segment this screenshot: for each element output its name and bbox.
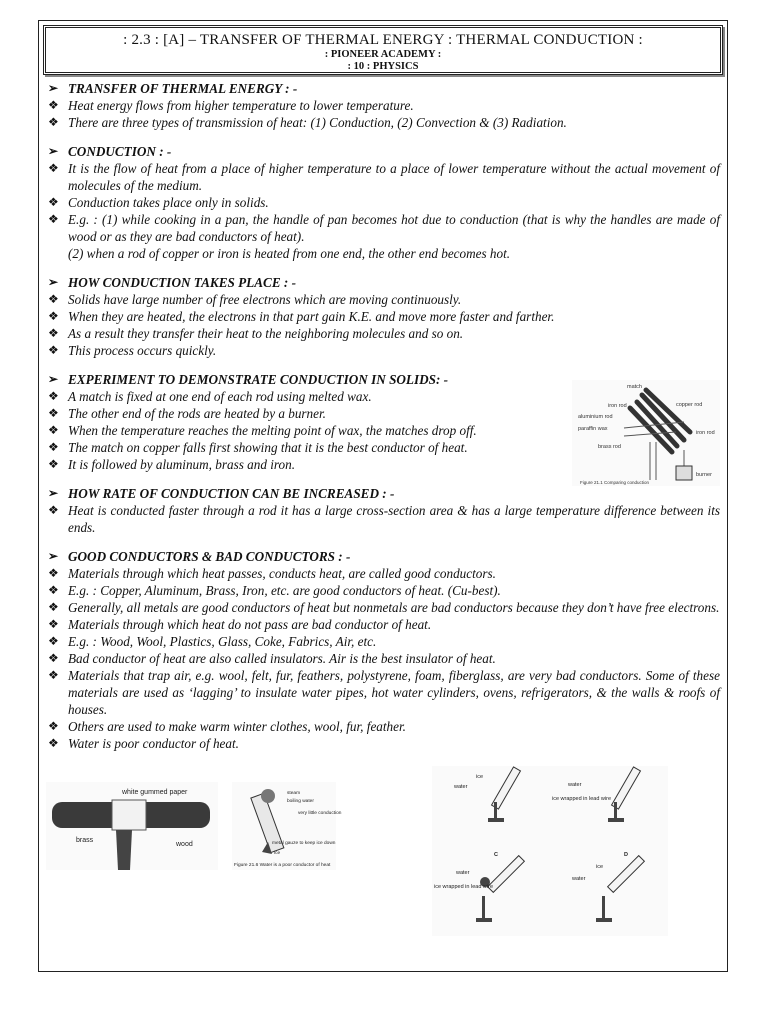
diamond-bullet-icon: ❖ — [48, 457, 59, 471]
list-item: ❖ Materials that trap air, e.g. wool, felt, fur, feathers, polystyrene, foam, fiberglass, are very bad conductors. Some of these materials are used as ‘lagging’ to insulate water pipes, hot water cylinders, ovens, refrigerators, & the walls & roofs of houses. — [48, 668, 720, 717]
list-item: ❖ Heat energy flows from higher temperature to lower temperature. — [48, 98, 414, 113]
label-c: C — [494, 852, 498, 858]
arrow-icon: ➢ — [48, 486, 59, 500]
label-b-ice: ice wrapped in lead wire — [552, 796, 612, 802]
diamond-bullet-icon: ❖ — [48, 292, 59, 306]
list-item: ❖ As a result they transfer their heat to the neighboring molecules and so on. — [48, 326, 464, 341]
gummed-paper-figure — [46, 782, 218, 870]
list-item: ❖ It is followed by aluminum, brass and iron. — [48, 457, 296, 472]
diamond-bullet-icon: ❖ — [48, 406, 59, 420]
list-item: ❖ When the temperature reaches the melting point of wax, the matches drop off. — [48, 423, 477, 438]
list-item: ❖ The match on copper falls first showing that it is the best conductor of heat. — [48, 440, 468, 455]
arrow-icon: ➢ — [48, 549, 59, 563]
diamond-bullet-icon: ❖ — [48, 343, 59, 357]
list-item: ❖ Water is poor conductor of heat. — [48, 736, 239, 751]
label-d-water: water — [572, 876, 586, 882]
list-item: ❖ When they are heated, the electrons in that part gain K.E. and move more faster and farther. — [48, 309, 555, 324]
list-item: ❖ Materials through which heat passes, conducts heat, are called good conductors. — [48, 566, 496, 581]
section-heading: ➢ CONDUCTION : - — [48, 144, 172, 159]
figure-caption: Figure 21.6 Water is a poor conductor of heat — [234, 863, 331, 868]
label-ice: ice — [274, 851, 281, 856]
rods-experiment-figure — [572, 380, 720, 486]
diamond-bullet-icon: ❖ — [48, 440, 59, 454]
diamond-bullet-icon: ❖ — [48, 668, 59, 682]
section-heading: ➢ EXPERIMENT TO DEMONSTRATE CONDUCTION IN SOLIDS: - — [48, 372, 449, 387]
diamond-bullet-icon: ❖ — [48, 719, 59, 733]
diamond-bullet-icon: ❖ — [48, 161, 59, 175]
label-steam: steam — [287, 791, 301, 796]
diamond-bullet-icon: ❖ — [48, 389, 59, 403]
label-brass-rod: brass rod — [598, 444, 621, 450]
list-item: ❖ There are three types of transmission of heat: (1) Conduction, (2) Convection & (3) Radiation. — [48, 115, 567, 130]
diamond-bullet-icon: ❖ — [48, 98, 59, 112]
test-tubes-figure — [432, 766, 668, 936]
list-item: ❖ Others are used to make warm winter clothes, wool, fur, feather. — [48, 719, 406, 734]
list-item: ❖ This process occurs quickly. — [48, 343, 217, 358]
list-item: ❖ E.g. : Copper, Aluminum, Brass, Iron, etc. are good conductors of heat. (Cu-best). — [48, 583, 501, 598]
list-item-continuation: (2) when a rod of copper or iron is heated from one end, the other end becomes hot. — [68, 246, 511, 261]
label-paraffin-wax: paraffin wax — [578, 426, 608, 432]
diamond-bullet-icon: ❖ — [48, 736, 59, 750]
diamond-bullet-icon: ❖ — [48, 503, 59, 517]
label-metal-gauze: metal gauze to keep ice down — [272, 841, 336, 846]
label-c-ice: ice wrapped in lead wire — [434, 884, 494, 890]
diamond-bullet-icon: ❖ — [48, 651, 59, 665]
diamond-bullet-icon: ❖ — [48, 600, 59, 614]
arrow-icon: ➢ — [48, 144, 59, 158]
section-heading: ➢ HOW CONDUCTION TAKES PLACE : - — [48, 275, 297, 290]
label-iron-rod-right: iron rod — [696, 430, 715, 436]
label-wood: wood — [176, 841, 193, 848]
label-aluminium-rod: aluminium rod — [578, 414, 613, 420]
diamond-bullet-icon: ❖ — [48, 195, 59, 209]
label-c-water: water — [456, 870, 470, 876]
arrow-icon: ➢ — [48, 275, 59, 289]
section-heading: ➢ GOOD CONDUCTORS & BAD CONDUCTORS : - — [48, 549, 351, 564]
diamond-bullet-icon: ❖ — [48, 212, 59, 226]
section-heading: ➢ HOW RATE OF CONDUCTION CAN BE INCREASED : - — [48, 486, 395, 501]
page-title: : 2.3 : [A] – TRANSFER OF THERMAL ENERGY : THERMAL CONDUCTION : — [123, 32, 643, 48]
list-item: ❖ Materials through which heat do not pass are bad conductor of heat. — [48, 617, 432, 632]
label-a-water: water — [454, 784, 468, 790]
section-heading: ➢ TRANSFER OF THERMAL ENERGY : - — [48, 81, 298, 96]
list-item: ❖ The other end of the rods are heated by a burner. — [48, 406, 326, 421]
diamond-bullet-icon: ❖ — [48, 326, 59, 340]
label-white-gummed-paper: white gummed paper — [122, 789, 188, 796]
section-rate — [48, 485, 720, 536]
label-iron-rod: iron rod — [608, 403, 627, 409]
label-brass: brass — [76, 837, 94, 844]
diamond-bullet-icon: ❖ — [48, 566, 59, 580]
academy-name: : PIONEER ACADEMY : — [324, 49, 442, 60]
diamond-bullet-icon: ❖ — [48, 423, 59, 437]
diamond-bullet-icon: ❖ — [48, 309, 59, 323]
list-item: ❖ Generally, all metals are good conductors of heat but nonmetals are bad conductors because they don’t have free electrons. — [48, 600, 720, 615]
list-item: ❖ Bad conductor of heat are also called insulators. Air is the best insulator of heat. — [48, 651, 496, 666]
water-tube-figure — [232, 782, 342, 870]
diamond-bullet-icon: ❖ — [48, 617, 59, 631]
label-boiling-water: boiling water — [287, 799, 314, 804]
section-transfer — [48, 80, 720, 131]
arrow-icon: ➢ — [48, 81, 59, 95]
label-very-little-conduction: very little conduction — [298, 811, 342, 816]
section-conduction — [48, 143, 720, 262]
label-d: D — [624, 852, 628, 858]
subject-label: : 10 : PHYSICS — [347, 61, 419, 72]
label-a-ice: ice — [476, 774, 484, 780]
list-item: ❖ It is the flow of heat from a place of higher temperature to a place of lower temperature without the actual movement of molecules of the medium. — [48, 161, 720, 193]
diamond-bullet-icon: ❖ — [48, 634, 59, 648]
diamond-bullet-icon: ❖ — [48, 115, 59, 129]
figure-caption: Figure 21.1 Comparing conduction — [580, 480, 650, 485]
diamond-bullet-icon: ❖ — [48, 583, 59, 597]
list-item: ❖ E.g. : Wood, Wool, Plastics, Glass, Coke, Fabrics, Air, etc. — [48, 634, 377, 649]
list-item: ❖ Heat is conducted faster through a rod it has a large cross-section area & has a large temperature difference between its ends. — [48, 503, 720, 535]
label-copper-rod: copper rod — [676, 402, 703, 408]
label-d-ice: ice — [596, 864, 604, 870]
label-match: match — [627, 384, 642, 390]
list-item: ❖ E.g. : (1) while cooking in a pan, the handle of pan becomes hot due to conduction (that is why the handles are made of wood or as they are bad conductors of heat). — [48, 212, 720, 244]
section-how-conduction — [48, 274, 720, 359]
list-item: ❖ Conduction takes place only in solids. — [48, 195, 269, 210]
label-burner: burner — [696, 472, 712, 478]
list-item: ❖ Solids have large number of free electrons which are moving continuously. — [48, 292, 462, 307]
title-box — [43, 25, 723, 75]
list-item: ❖ A match is fixed at one end of each rod using melted wax. — [48, 389, 372, 404]
label-b-water: water — [568, 782, 582, 788]
arrow-icon: ➢ — [48, 372, 59, 386]
section-conductors — [48, 548, 720, 752]
